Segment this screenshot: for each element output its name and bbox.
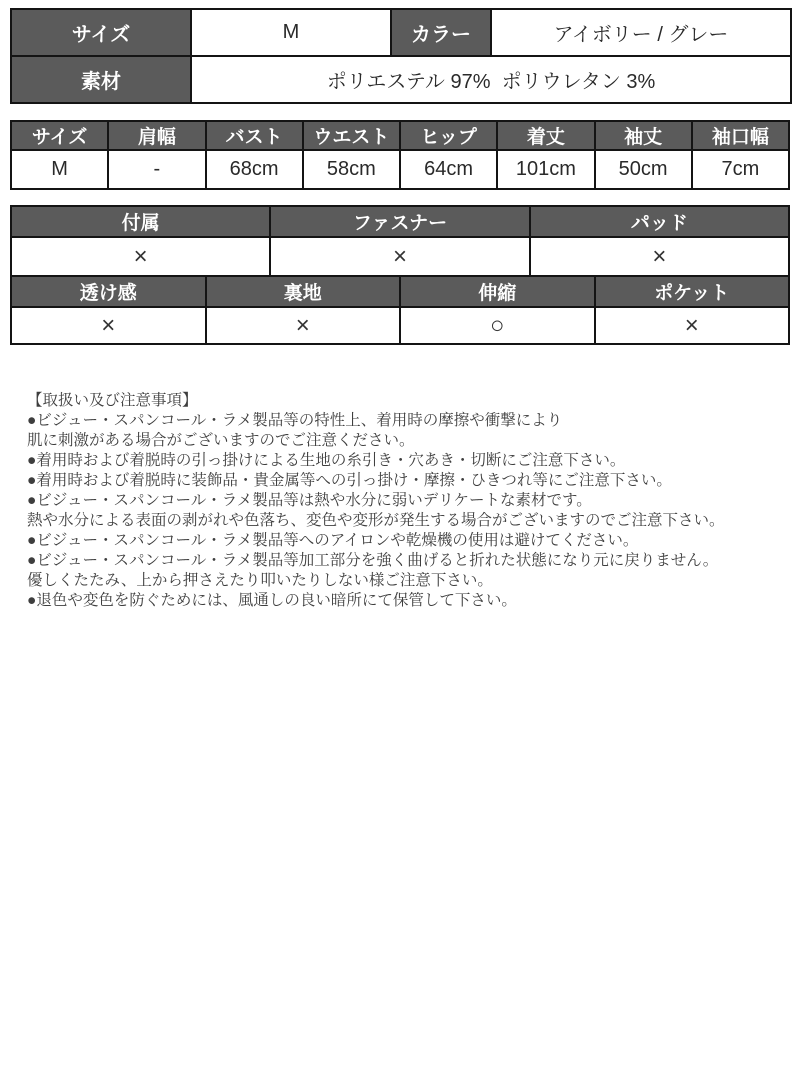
feature-header-cell: パッド (530, 206, 789, 237)
color-label-cell: カラー (391, 9, 491, 56)
care-note-line: ●ビジュー・スパンコール・ラメ製品等は熱や水分に弱いデリケートな素材です。 (27, 492, 592, 509)
measurements-header-row (11, 121, 789, 150)
material-label-cell: 素材 (11, 56, 191, 103)
features-a-value-row (11, 237, 789, 276)
care-notes-title: 【取扱い及び注意事項】 (27, 392, 198, 409)
measurement-header-cell: ウエスト (303, 121, 400, 150)
features-table-a (10, 205, 790, 277)
material-row (11, 56, 791, 103)
feature-header-cell: 付属 (11, 206, 270, 237)
measurement-header-cell: バスト (206, 121, 303, 150)
features-b-value-row (11, 307, 789, 344)
measurement-header-cell: サイズ (11, 121, 108, 150)
measurement-header-cell: 袖丈 (595, 121, 692, 150)
measurement-header-cell: 袖口幅 (692, 121, 789, 150)
feature-header-cell: 透け感 (11, 276, 206, 307)
feature-value-circle: ○ (400, 307, 595, 344)
feature-header-cell: 伸縮 (400, 276, 595, 307)
color-value-cell: アイボリー / グレー (491, 9, 791, 56)
measurement-value-cell: 64cm (400, 150, 497, 189)
measurement-value-cell: M (11, 150, 108, 189)
measurement-value-cell: 101cm (497, 150, 594, 189)
feature-value-cross: × (11, 307, 206, 344)
measurements-value-row (11, 150, 789, 189)
care-note-line: ●退色や変色を防ぐためには、風通しの良い暗所にて保管して下さい。 (27, 592, 517, 609)
size-value-cell: M (191, 9, 391, 56)
measurements-table (10, 120, 790, 190)
feature-value-cross: × (595, 307, 790, 344)
size-color-row (11, 9, 791, 56)
measurement-value-cell: 50cm (595, 150, 692, 189)
feature-value-cross: × (530, 237, 789, 276)
feature-value-cross: × (206, 307, 401, 344)
feature-value-cross: × (11, 237, 270, 276)
measurement-value-cell: 7cm (692, 150, 789, 189)
feature-header-cell: 裏地 (206, 276, 401, 307)
size-color-material-table (10, 8, 792, 104)
care-note-line: ●ビジュー・スパンコール・ラメ製品等へのアイロンや乾燥機の使用は避けてください。 (27, 532, 639, 549)
care-note-line: 熱や水分による表面の剥がれや色落ち、変色や変形が発生する場合がございますのでご注意下さい。 (27, 512, 725, 529)
feature-value-cross: × (270, 237, 529, 276)
measurement-value-cell: 68cm (206, 150, 303, 189)
care-note-line: ●着用時および着脱時に装飾品・貴金属等への引っ掛け・摩擦・ひきつれ等にご注意下さい。 (27, 472, 672, 489)
size-label-cell: サイズ (11, 9, 191, 56)
measurement-header-cell: ヒップ (400, 121, 497, 150)
measurement-value-cell: - (108, 150, 205, 189)
feature-header-cell: ポケット (595, 276, 790, 307)
material-value-cell: ポリエステル 97% ポリウレタン 3% (191, 56, 791, 103)
features-b-header-row (11, 276, 789, 307)
features-table-b (10, 275, 790, 345)
care-note-line: ●ビジュー・スパンコール・ラメ製品等加工部分を強く曲げると折れた状態になり元に戻りません。 (27, 552, 719, 569)
feature-header-cell: ファスナー (270, 206, 529, 237)
features-a-header-row (11, 206, 789, 237)
measurement-header-cell: 肩幅 (108, 121, 205, 150)
measurement-header-cell: 着丈 (497, 121, 594, 150)
care-notes (10, 391, 790, 611)
care-note-line: ●着用時および着脱時の引っ掛けによる生地の糸引き・穴あき・切断にご注意下さい。 (27, 452, 626, 469)
care-note-line: ●ビジュー・スパンコール・ラメ製品等の特性上、着用時の摩擦や衝撃により (27, 412, 563, 429)
care-note-line: 肌に刺激がある場合がございますのでご注意ください。 (27, 432, 415, 449)
care-note-line: 優しくたたみ、上から押さえたり叩いたりしない様ご注意下さい。 (27, 572, 493, 589)
measurement-value-cell: 58cm (303, 150, 400, 189)
